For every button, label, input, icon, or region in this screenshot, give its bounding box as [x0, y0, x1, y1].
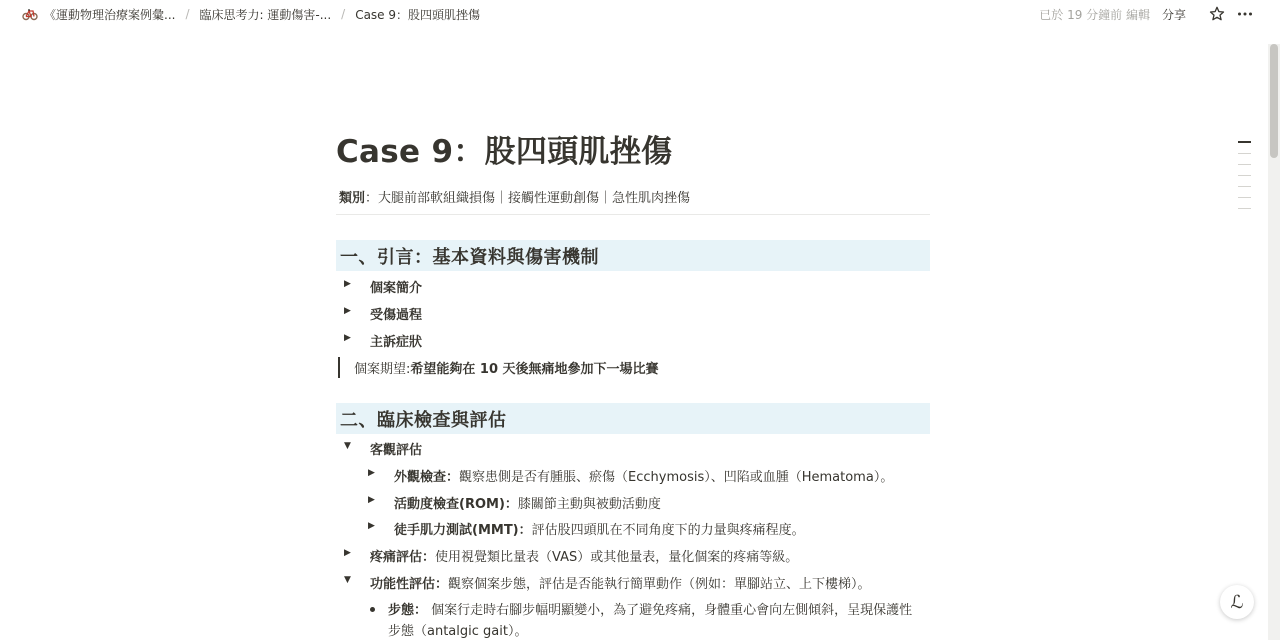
toggle-label: 主訴症狀 — [370, 335, 423, 350]
toggle-inspection[interactable] — [368, 466, 893, 485]
topbar — [0, 0, 1268, 28]
section-heading-intro[interactable] — [336, 240, 930, 271]
quote-text: 希望能夠在 10 天後無痛地參加下一場比賽 — [410, 362, 659, 377]
triangle-right-icon[interactable]: ▶ — [344, 548, 351, 558]
toggle-mmt[interactable] — [368, 519, 805, 538]
triangle-right-icon[interactable]: ▶ — [368, 468, 375, 478]
topbar-actions — [1039, 0, 1256, 28]
last-edited-status[interactable]: 已於 19 分鐘前 編輯 — [1039, 7, 1150, 22]
outline-item[interactable] — [1238, 175, 1251, 176]
more-options-button[interactable] — [1234, 3, 1256, 25]
triangle-right-icon[interactable]: ▶ — [368, 495, 375, 505]
triangle-down-icon[interactable]: ▼ — [344, 441, 351, 451]
toggle-case-profile[interactable] — [344, 277, 422, 296]
item-text-continued: 步態（antalgic gait）。 — [388, 624, 528, 639]
quote-block[interactable] — [338, 357, 659, 378]
bullet-icon — [370, 607, 375, 612]
breadcrumb-label: Case 9：股四頭肌挫傷 — [355, 7, 481, 22]
item-label: 功能性評估： — [370, 577, 449, 592]
page-title[interactable]: Case 9：股四頭肌挫傷 — [336, 134, 673, 170]
category-value: ：大腿前部軟組織損傷｜接觸性運動創傷｜急性肌肉挫傷 — [365, 191, 691, 206]
item-label: 步態： — [388, 603, 428, 618]
outline-item[interactable] — [1238, 197, 1251, 198]
toggle-label: 個案簡介 — [370, 281, 423, 296]
quote-prefix: 個案期望: — [354, 362, 411, 377]
item-text: 膝關節主動與被動活動度 — [517, 497, 661, 512]
breadcrumb-separator: / — [185, 7, 190, 21]
item-label: 徒手肌力測試(MMT)： — [394, 523, 532, 538]
share-button[interactable]: 分享 — [1161, 7, 1186, 22]
bike-icon — [22, 7, 38, 21]
divider — [336, 214, 930, 215]
item-label: 活動度檢查(ROM)： — [394, 497, 518, 512]
toggle-label: 客觀評估 — [370, 443, 423, 458]
section-heading-text: 二、臨床檢查與評估 — [340, 409, 507, 431]
item-text: 觀察個案步態，評估是否能執行簡單動作（例如：單腳站立、上下樓梯）。 — [448, 577, 871, 592]
triangle-right-icon[interactable]: ▶ — [344, 333, 351, 343]
gait-text-block — [388, 600, 912, 642]
breadcrumb-item-workspace[interactable] — [16, 6, 181, 23]
help-icon: ℒ — [1230, 591, 1244, 613]
breadcrumb-item-parent[interactable] — [194, 6, 338, 23]
item-label: 外觀檢查： — [394, 470, 460, 485]
help-button[interactable] — [1220, 585, 1254, 619]
item-text: 評估股四頭肌在不同角度下的力量與疼痛程度。 — [531, 523, 805, 538]
page-outline[interactable] — [1238, 141, 1251, 219]
outline-item[interactable] — [1238, 141, 1251, 143]
breadcrumb-item-current[interactable] — [349, 6, 486, 23]
list-item-gait[interactable] — [370, 600, 912, 642]
breadcrumb-label: 《運動物理治療案例彙... — [44, 7, 176, 22]
category-line[interactable] — [339, 187, 690, 206]
toggle-pain-assessment[interactable] — [344, 546, 798, 565]
favorite-button[interactable] — [1206, 3, 1228, 25]
section-heading-text: 一、引言：基本資料與傷害機制 — [340, 246, 599, 268]
more-icon — [1237, 6, 1253, 22]
outline-item[interactable] — [1238, 186, 1251, 187]
breadcrumb — [16, 0, 486, 28]
toggle-functional[interactable] — [344, 573, 871, 592]
outline-item[interactable] — [1238, 153, 1251, 154]
triangle-down-icon[interactable]: ▼ — [344, 575, 351, 585]
toggle-objective[interactable] — [344, 439, 422, 458]
triangle-right-icon[interactable]: ▶ — [344, 306, 351, 316]
triangle-right-icon[interactable]: ▶ — [344, 279, 351, 289]
star-icon — [1209, 6, 1225, 22]
outline-item[interactable] — [1238, 208, 1251, 209]
item-text: 觀察患側是否有腫脹、瘀傷（Ecchymosis）、凹陷或血腫（Hematoma）。 — [459, 470, 894, 485]
section-heading-exam[interactable] — [336, 403, 930, 434]
scrollbar-thumb[interactable] — [1270, 44, 1278, 158]
item-text: 個案行走時右腳步幅明顯變小，為了避免疼痛，身體重心會向左側傾斜，呈現保護性 — [427, 603, 913, 618]
item-text: 使用視覺類比量表（VAS）或其他量表，量化個案的疼痛等級。 — [435, 550, 799, 565]
breadcrumb-label: 臨床思考力: 運動傷害-... — [199, 7, 332, 22]
item-label: 疼痛評估： — [370, 550, 436, 565]
toggle-label: 受傷過程 — [370, 308, 423, 323]
toggle-injury-process[interactable] — [344, 304, 422, 323]
breadcrumb-separator: / — [341, 7, 346, 21]
outline-item[interactable] — [1238, 164, 1251, 165]
triangle-right-icon[interactable]: ▶ — [368, 521, 375, 531]
toggle-chief-complaint[interactable] — [344, 331, 422, 350]
toggle-rom[interactable] — [368, 493, 661, 512]
category-label: 類別 — [339, 191, 366, 206]
